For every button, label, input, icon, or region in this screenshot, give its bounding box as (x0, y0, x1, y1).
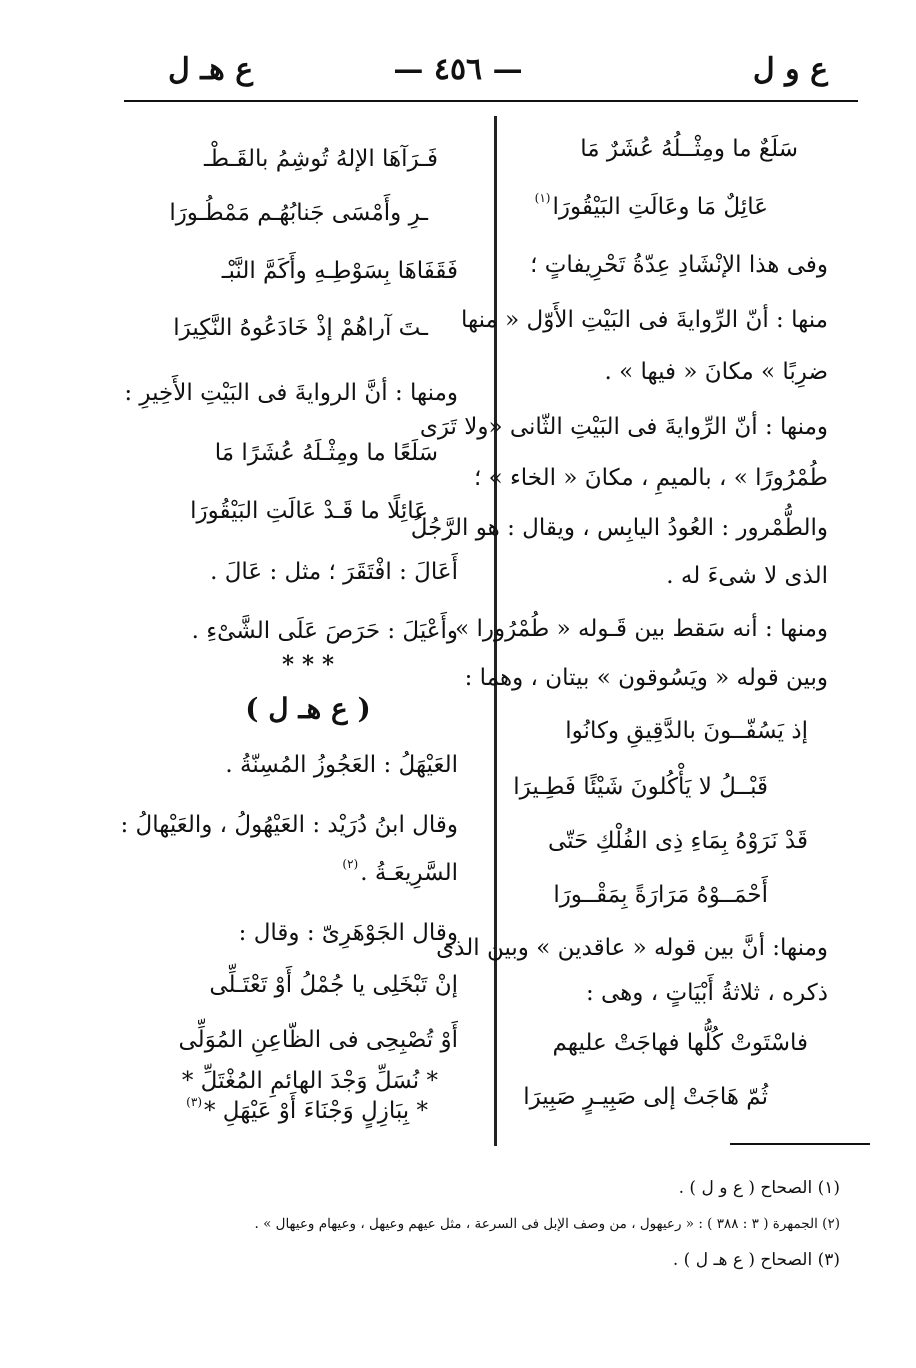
header-left-root: ع هـ ل (168, 52, 254, 87)
text-line: طُمْرُورًا » ، بالميمِ ، مكانَ « الخاء » ؛ (473, 465, 828, 491)
verse-line (533, 192, 768, 225)
footnote-mark: (٣) (186, 1095, 202, 1109)
entry-heading: ( ع هـ ل ) (245, 692, 371, 725)
text-line: وقال الجَوْهَرِىّ : وقال : (238, 920, 458, 946)
verse-line: * نُسَلِّ وَجْدَ الهائمِ المُغْتَلِّ * (181, 1068, 438, 1094)
verse-line: ـتَ آراهُمْ إذْ خَادَعُوهُ النَّكِيرَا (173, 315, 428, 341)
text-line: ومنها : أنّ الرِّوايةَ فى البَيْتِ الثّانى «ولا تَرَى (419, 414, 828, 440)
verse-line: أَوْ تُصْبِحِى فى الظّاعِنِ المُوَلِّى (178, 1027, 458, 1053)
text-line: العَيْهَلُ : العَجُوزُ المُسِنّةُ . (225, 752, 458, 778)
verse-line: سَلَعًا ما ومِثْـلَهُ عُشَرًا مَا (214, 440, 438, 466)
section-separator: * * * (281, 651, 335, 678)
verse-line (184, 1096, 428, 1129)
verse-line: قَبْــلُ لا يَأْكُلونَ شَيْئًا فَطِـيرَا (513, 774, 768, 800)
text-line: ومنها : أنه سَقط بين قَـوله « طُمْرُورا » (455, 616, 828, 642)
verse-line: فَقَفَاهَا بِسَوْطِـهِ وأَكَمَّ النَّبْـ (221, 258, 458, 284)
text-line: أَعَالَ : افْتَقَرَ ؛ مثل : عَالَ . (210, 559, 458, 585)
verse-line: فَـرَآهَا الإلهُ تُوشِمُ بالقَـطْـ (204, 146, 438, 172)
verse-line: إذ يَسُفّــونَ بالدَّقِيقِ وكانُوا (565, 718, 808, 744)
verse-line: ثُمّ هَاجَتْ إلى صَبِيـرٍ صَبِيرَا (523, 1084, 768, 1110)
text-line: وبين قوله « ويَسُوقون » بيتان ، وهما : (464, 665, 828, 691)
text-line: والطُّمْرور : العُودُ اليابِس ، ويقال : هو الرَّجُلُ (410, 515, 828, 541)
text-line: وقال ابنُ دُرَيْد : العَيْهُولُ ، والعَيْهالُ : (120, 812, 458, 838)
verse-line: سَلَعٌ ما ومِثْــلُهُ عُشَرٌ مَا (580, 136, 798, 162)
verse-text: عَائِلٌ مَا وعَالَتِ البَيْقُورَا (552, 194, 768, 220)
text-line: وأَعْيَلَ : حَرَصَ عَلَى الشَّىْءِ . (191, 618, 458, 644)
footnote: (٣) الصحاح ( ع هـ ل ) . (672, 1250, 840, 1270)
verse-line: ـرِ وأَمْسَى جَنابُهُـم مَمْطُـورَا (169, 200, 428, 226)
text-line: الذى لا شىءَ له . (666, 563, 828, 589)
footnote: (٢) الجمهرة ( ٣ : ٣٨٨ ) : « رعيهول ، من وصف الإبل فى السرعة ، مثل عيهم وعيهل ، وعيهام وعيهال » . (254, 1216, 840, 1232)
header-right-root: ع و ل (752, 52, 828, 87)
verse-line: أَحْمَــوْهُ مَرَارَةً بِمَقْــورَا (553, 882, 768, 908)
footnote: (١) الصحاح ( ع و ل ) . (678, 1178, 840, 1198)
page-number: — ٤٥٦ — (393, 52, 523, 87)
line-text: السَّرِيعَـةُ . (360, 860, 458, 886)
footnote-mark: (٢) (342, 857, 359, 871)
text-line: ومنها: أنَّ بين قوله « عاقدين » وبين الذى (436, 935, 828, 961)
verse-line: إنْ تَبْخَلِى يا جُمْلُ أَوْ تَعْتَـلِّى (209, 972, 458, 998)
text-line: ومنها : أنَّ الروايةَ فى البَيْتِ الأَخِيرِ : (124, 380, 458, 406)
verse-line: قَدْ نَرَوْهُ بِمَاءِ ذِى الفُلْكِ حَتّى (548, 828, 808, 854)
text-line (340, 858, 458, 891)
text-line: ضرِبًا » مكانَ « فيها » . (604, 359, 828, 385)
header-rule (124, 100, 858, 102)
verse-text: * بِبَازِلٍ وَجْنَاءَ أَوْ عَيْهَلِ * (204, 1098, 428, 1124)
verse-line: فاسْتَوتْ كُلُّها فهاجَتْ عليهم (552, 1030, 808, 1056)
text-line: وفى هذا الإنْشَادِ عِدّةُ تَحْرِيفاتٍ ؛ (530, 252, 828, 278)
text-line: منها : أنّ الرِّوايةَ فى البَيْتِ الأَوّل « منها (460, 307, 828, 333)
footnote-rule (730, 1143, 870, 1145)
verse-line: عَائِلًا ما قَـدْ عَالَتِ البَيْقُورَا (190, 498, 428, 524)
footnote-mark: (١) (534, 191, 551, 205)
text-line: ذكره ، ثلاثةُ أَبْيَاتٍ ، وهى : (585, 980, 828, 1006)
